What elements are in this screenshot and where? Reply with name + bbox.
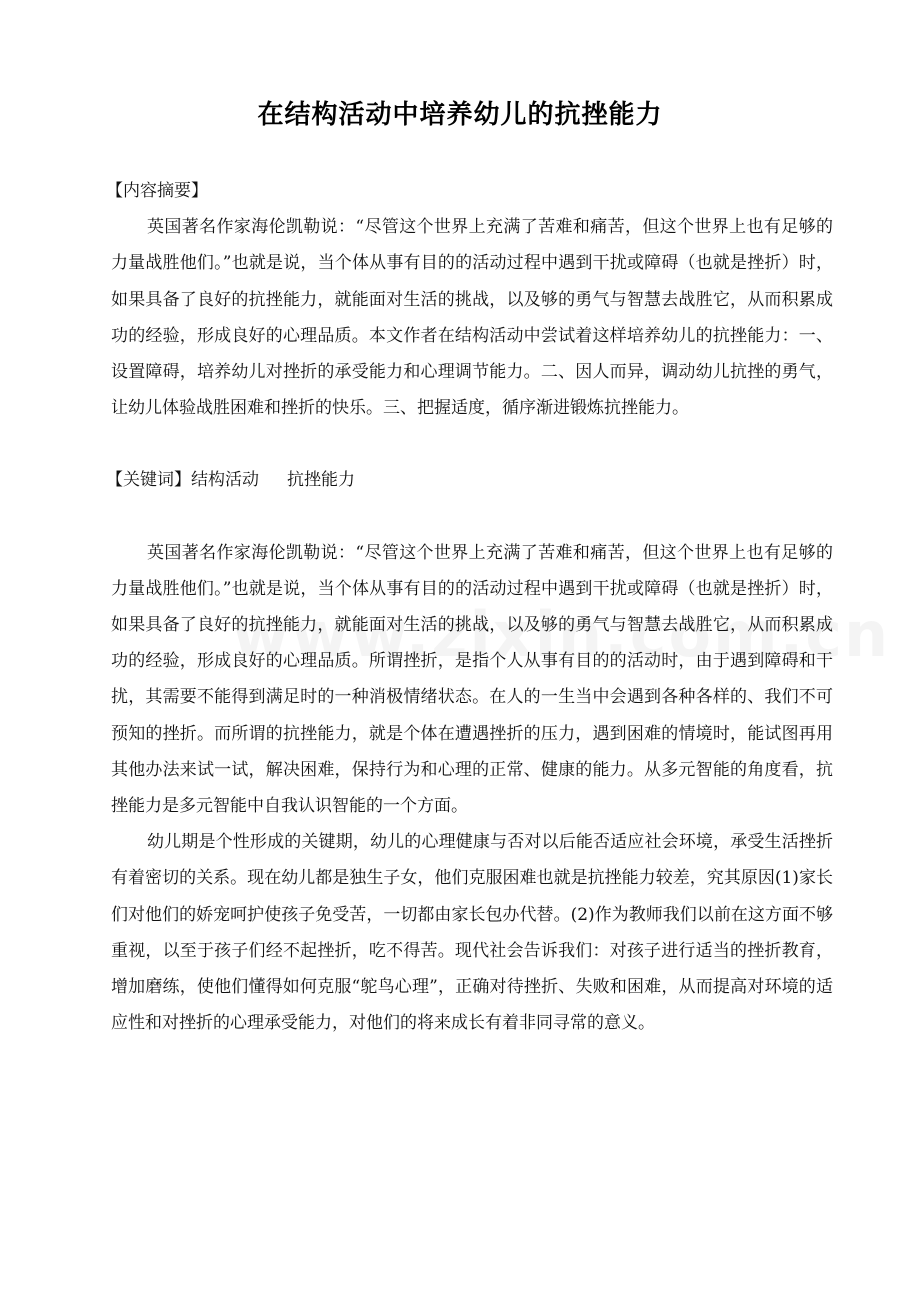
- abstract-paragraph: 英国著名作家海伦凯勒说：“尽管这个世界上充满了苦难和痛苦，但这个世界上也有足够的力量战胜他们。”也就是说，当个体从事有目的的活动过程中遇到干扰或障碍（也就是挫折）时，如果具备了良好的抗挫能力，就能面对生活的挑战，以及够的勇气与智慧去战胜它，从而积累成功的经验，形成良好的心理品质。本文作者在结构活动中尝试着这样培养幼儿的抗挫能力：一、设置障碍，培养幼儿对挫折的承受能力和心理调节能力。二、因人而异，调动幼儿抗挫的勇气，让幼儿体验战胜困难和挫折的快乐。三、把握适度，循序渐进锻炼抗挫能力。: [111, 217, 833, 419]
- keywords-line: [106, 462, 833, 498]
- document-content: [106, 173, 833, 1041]
- abstract-heading: 【内容摘要】: [106, 181, 208, 201]
- spacer: [111, 499, 833, 535]
- document-title: 在结构活动中培养幼儿的抗挫能力: [257, 100, 663, 130]
- keyword-item: 抗挫能力: [287, 470, 355, 491]
- keywords-label: 【关键词】: [106, 470, 191, 491]
- body-paragraph: 幼儿期是个性形成的关键期，幼儿的心理健康与否对以后能否适应社会环境，承受生活挫折有着密切的关系。现在幼儿都是独生子女，他们克服困难也就是抗挫能力较差，究其原因(1)家长们对他们的娇宠呵护使孩子免受苦，一切都由家长包办代替。(2)作为教师我们以前在这方面不够重视，以至于孩子们经不起挫折，吃不得苦。现代社会告诉我们：对孩子进行适当的挫折教育，增加磨练，使他们懂得如何克服“鸵鸟心理”，正确对待挫折、失败和困难，从而提高对环境的适应性和对挫折的心理承受能力，对他们的将来成长有着非同寻常的意义。: [111, 832, 833, 1034]
- keyword-item: 结构活动: [191, 470, 259, 491]
- body-paragraph: 英国著名作家海伦凯勒说：“尽管这个世界上充满了苦难和痛苦，但这个世界上也有足够的力量战胜他们。”也就是说，当个体从事有目的的活动过程中遇到干扰或障碍（也就是挫折）时，如果具备了良好的抗挫能力，就能面对生活的挑战，以及够的勇气与智慧去战胜它，从而积累成功的经验，形成良好的心理品质。所谓挫折，是指个人从事有目的的活动时，由于遇到障碍和干扰，其需要不能得到满足时的一种消极情绪状态。在人的一生当中会遇到各种各样的、我们不可预知的挫折。而所谓的抗挫能力，就是个体在遭遇挫折的压力，遇到困难的情境时，能试图再用其他办法来试一试，解决困难，保持行为和心理的正常、健康的能力。从多元智能的角度看，抗挫能力是多元智能中自我认识智能的一个方面。: [111, 542, 833, 817]
- spacer: [111, 426, 833, 462]
